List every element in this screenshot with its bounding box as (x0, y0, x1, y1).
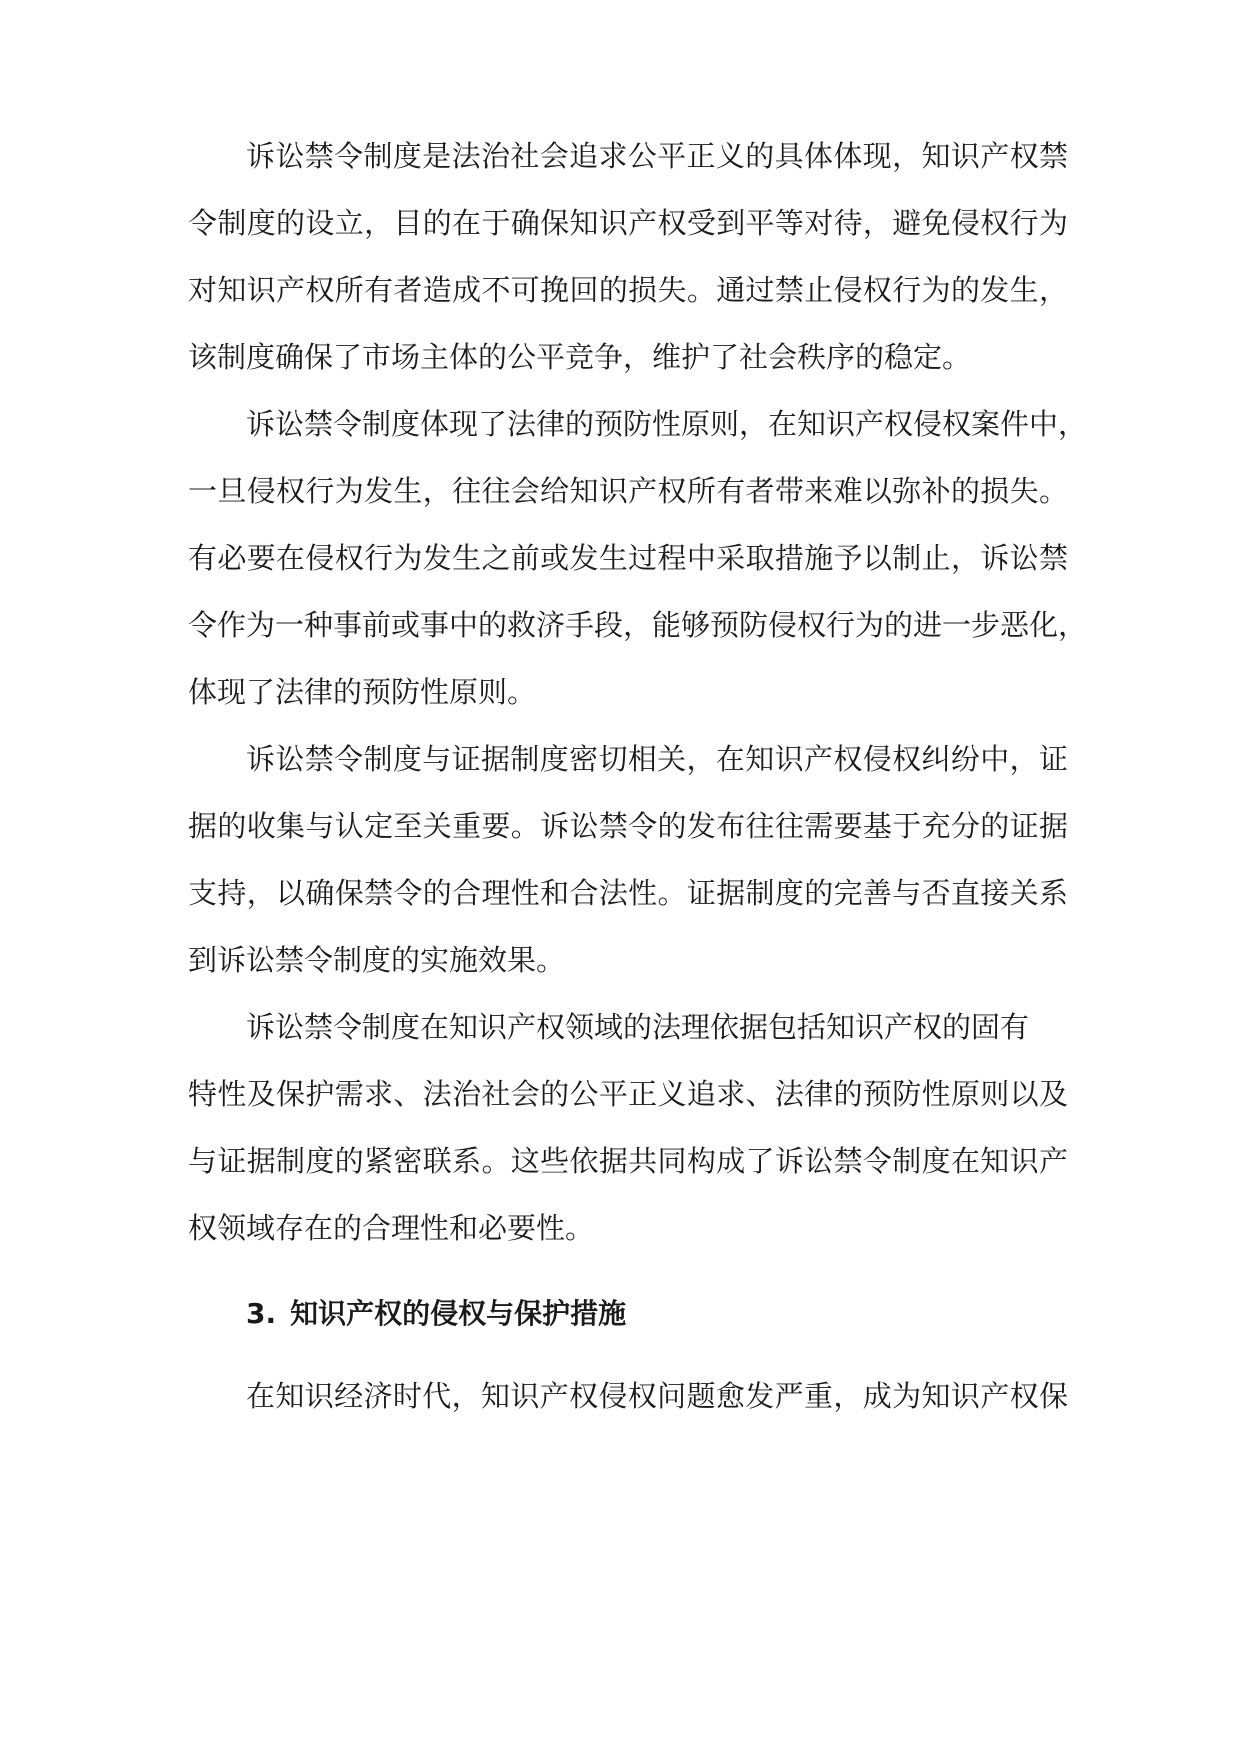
final-paragraph-line-1: 在知识经济时代，知识产权侵权问题愈发严重，成为知识产权保 (246, 1379, 1068, 1413)
paragraph-4-line-1: 诉讼禁令制度在知识产权领域的法理依据包括知识产权的固有 (246, 1010, 1030, 1044)
paragraph-2-line-3: 有必要在侵权行为发生之前或发生过程中采取措施予以制止，诉讼禁 (188, 541, 1068, 575)
paragraph-2-line-4: 令作为一种事前或事中的救济手段，能够预防侵权行为的进一步恶化， (188, 608, 1088, 642)
paragraph-3-line-3: 支持，以确保禁令的合理性和合法性。证据制度的完善与否直接关系 (188, 876, 1068, 910)
paragraph-3-line-2: 据的收集与认定至关重要。诉讼禁令的发布往往需要基于充分的证据 (188, 809, 1068, 843)
paragraph-1-line-2: 令制度的设立，目的在于确保知识产权受到平等对待，避免侵权行为 (188, 206, 1068, 240)
paragraph-4-line-3: 与证据制度的紧密联系。这些依据共同构成了诉讼禁令制度在知识产 (188, 1144, 1068, 1178)
paragraph-2-line-1: 诉讼禁令制度体现了法律的预防性原则，在知识产权侵权案件中， (246, 407, 1088, 441)
paragraph-2-line-5: 体现了法律的预防性原则。 (188, 675, 537, 709)
paragraph-4-line-4: 权领域存在的合理性和必要性。 (188, 1211, 595, 1245)
paragraph-3-line-1: 诉讼禁令制度与证据制度密切相关，在知识产权侵权纠纷中，证 (246, 742, 1068, 776)
paragraph-4-line-2: 特性及保护需求、法治社会的公平正义追求、法律的预防性原则以及 (188, 1077, 1068, 1111)
paragraph-1-line-4: 该制度确保了市场主体的公平竞争，维护了社会秩序的稳定。 (188, 340, 972, 374)
section-number: 3. (246, 1297, 277, 1330)
paragraph-1-line-1: 诉讼禁令制度是法治社会追求公平正义的具体体现，知识产权禁 (246, 139, 1068, 173)
paragraph-3-line-4: 到诉讼禁令制度的实施效果。 (188, 943, 566, 977)
section-heading (246, 1294, 1068, 1334)
section-title: 知识产权的侵权与保护措施 (290, 1297, 627, 1330)
paragraph-1-line-3: 对知识产权所有者造成不可挽回的损失。通过禁止侵权行为的发生， (188, 273, 1068, 307)
paragraph-2-line-2: 一旦侵权行为发生，往往会给知识产权所有者带来难以弥补的损失。 (188, 474, 1068, 508)
